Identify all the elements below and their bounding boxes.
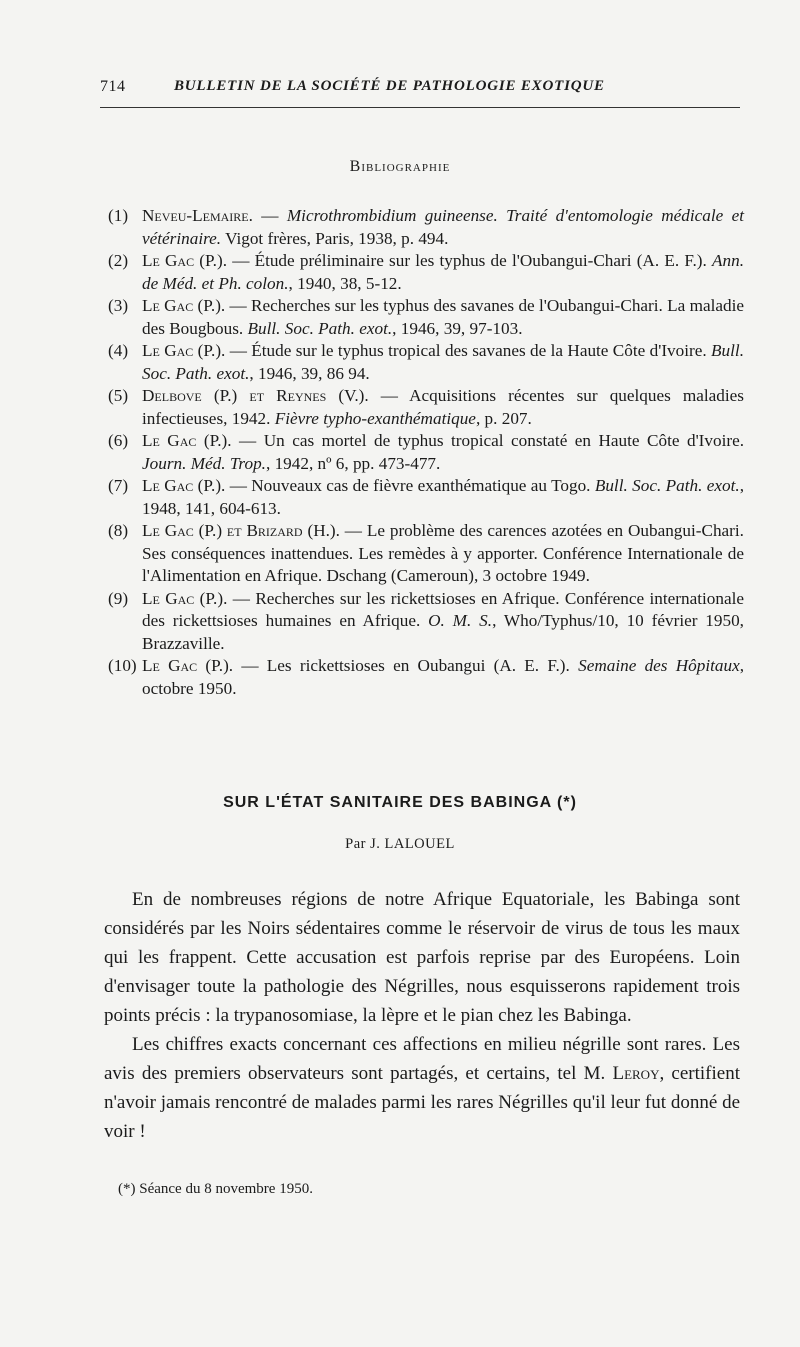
reference-item: (8) Le Gac (P.) et Brizard (H.). — Le problème des carences azotées en Oubangui-Chari. Ses conséquences inattendues. Les remèdes à y apporter. Conférence Internationale de l'Alimentation en Afrique. Dschang (Cameroun), 3 octobre 1949. [108,521,744,585]
reference-item: (10) Le Gac (P.). — Les rickettsioses en Oubangui (A. E. F.). Semaine des Hôpitaux, octobre 1950. [108,656,744,698]
running-title: BULLETIN DE LA SOCIÉTÉ DE PATHOLOGIE EXOTIQUE [174,78,605,94]
reference-item: (2) Le Gac (P.). — Étude préliminaire sur les typhus de l'Oubangui-Chari (A. E. F.). Ann. de Méd. et Ph. colon., 1940, 38, 5-12. [108,251,744,293]
reference-item: (9) Le Gac (P.). — Recherches sur les rickettsioses en Afrique. Conférence internationale des rickettsioses humaines en Afrique. O. M. S., Who/Typhus/10, 10 février 1950, Brazzaville. [108,588,744,653]
reference-item: (6) Le Gac (P.). — Un cas mortel de typhus tropical constaté en Haute Côte d'Ivoire. Journ. Méd. Trop., 1942, nº 6, pp. 473-477. [108,431,744,473]
article-body [104,885,740,1146]
reference-item: (7) Le Gac (P.). — Nouveaux cas de fièvre exanthématique au Togo. Bull. Soc. Path. exot., 1948, 141, 604-613. [108,476,744,518]
page-number: 714 [100,78,126,95]
reference-list [108,205,744,700]
paragraph: Les chiffres exacts concernant ces affections en milieu négrille sont rares. Les avis des premiers observateurs sont partagés, et certains, tel M. Leroy, certifient n'avoir jamais rencontré de malades parmi les rares Négrilles qu'il leur fut donné de voir ! [104,1034,741,1142]
reference-item: (1) Neveu-Lemaire. — Microthrombidium guineense. Traité d'entomologie médicale et vétérinaire. Vigot frères, Paris, 1938, p. 494. [108,206,745,248]
bibliography-heading: Bibliographie [349,158,451,175]
paragraph: En de nombreuses régions de notre Afrique Equatoriale, les Babinga sont considérés par les Noirs sédentaires comme le réservoir de virus de tous les maux qui les frappent. Cette accusation est parfois reprise par des Européens. Loin d'envisager toute la pathologie des Négrilles, nous esquisserons rapidement trois points précis : la trypanosomiase, la lèpre et le pian chez les Babinga. [104,889,740,1026]
article-author: Par J. LALOUEL [345,836,455,852]
reference-item: (3) Le Gac (P.). — Recherches sur les typhus des savanes de l'Oubangui-Chari. La maladie des Bougbous. Bull. Soc. Path. exot., 1946, 39, 97-103. [108,296,744,338]
reference-item: (5) Delbove (P.) et Reynes (V.). — Acquisitions récentes sur quelques maladies infectieuses, 1942. Fièvre typho-exanthématique, p. 207. [108,386,744,428]
reference-item: (4) Le Gac (P.). — Étude sur le typhus tropical des savanes de la Haute Côte d'Ivoire. Bull. Soc. Path. exot., 1946, 39, 86 94. [108,341,744,383]
running-header [100,76,740,104]
header-rule [100,107,740,108]
article-title: SUR L'ÉTAT SANITAIRE DES BABINGA (*) [223,794,577,811]
footnote: (*) Séance du 8 novembre 1950. [118,1181,313,1197]
